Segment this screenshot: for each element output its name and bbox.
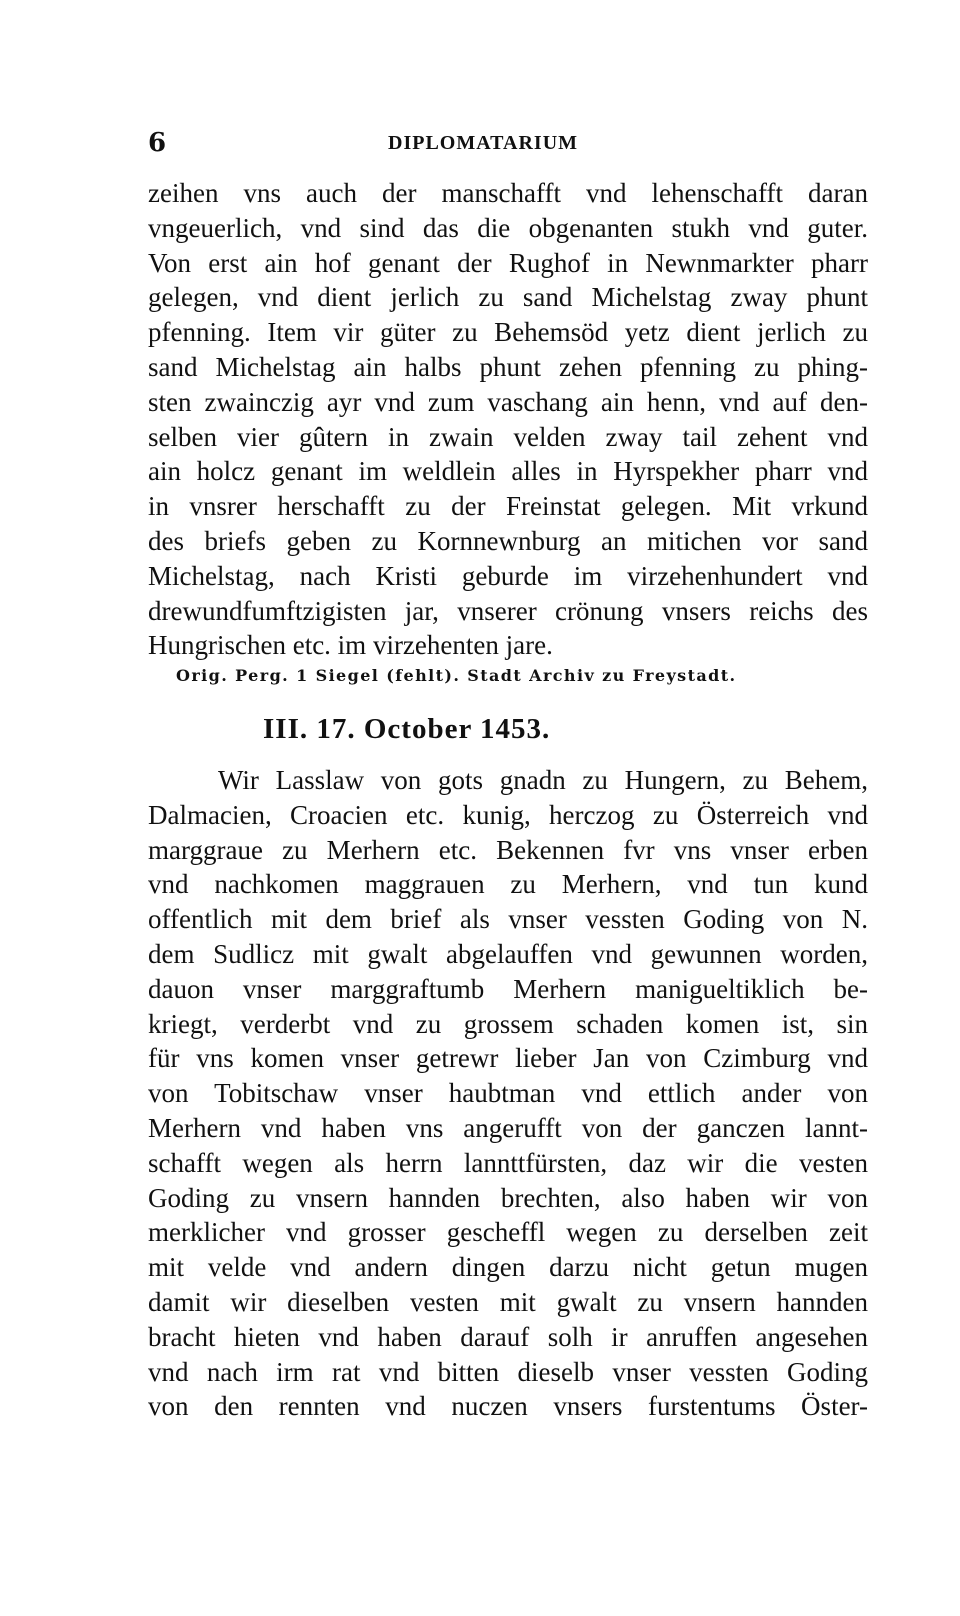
text-line: marggraue zu Merhern etc. Bekennen fvr vns vnser erben — [148, 834, 868, 865]
page-number: 6 — [148, 128, 167, 158]
text-line: drewundfumftzigisten jar, vnserer crönung vnsers reichs des — [148, 595, 868, 626]
text-line: damit wir dieselben vesten mit gwalt zu vnsern hannden — [148, 1286, 868, 1317]
text-line: sand Michelstag ain halbs phunt zehen pfenning zu phing- — [148, 351, 868, 382]
text-line: schafft wegen als herrn lannttfürsten, daz wir die vesten — [148, 1147, 868, 1178]
text-line: sten zwainczig ayr vnd zum vaschang ain henn, vnd auf den- — [148, 386, 868, 417]
text-line: Dalmacien, Croacien etc. kunig, herczog zu Österreich vnd — [148, 799, 868, 830]
text-line: vnd nachkomen maggrauen zu Merhern, vnd tun kund — [148, 869, 868, 900]
text-line: Von erst ain hof genant der Rughof in Newnmarkter pharr — [148, 247, 868, 278]
text-line: vnd nach irm rat vnd bitten dieselb vnser vessten Goding — [148, 1356, 868, 1387]
text-line: kriegt, verderbt vnd zu grossem schaden komen ist, sin — [148, 1008, 868, 1039]
document-3-body — [148, 763, 868, 1424]
text-line: merklicher vnd grosser gescheffl wegen zu derselben zeit — [148, 1217, 868, 1248]
text-line: in vnsrer herschafft zu der Freinstat gelegen. Mit vrkund — [148, 491, 868, 522]
page-header — [148, 128, 868, 164]
text-line: selben vier gûtern in zwain velden zway tail zehent vnd — [148, 421, 868, 452]
text-line: des briefs geben zu Kornnewnburg an mitichen vor sand — [148, 525, 868, 556]
running-title: DIPLOMATARIUM — [388, 132, 579, 154]
text-line: vngeuerlich, vnd sind das die obgenanten stukh vnd guter. — [148, 212, 868, 243]
text-line: Goding zu vnsern hannden brechten, also haben wir von — [148, 1182, 868, 1213]
text-line: von Tobitschaw vnser haubtman vnd ettlich ander von — [148, 1078, 868, 1109]
text-line: gelegen, vnd dient jerlich zu sand Michelstag zway phunt — [148, 282, 868, 313]
document-heading: III. 17. October 1453. — [263, 713, 551, 745]
text-line: von den rennten vnd nuczen vnsers furstentums Öster- — [148, 1391, 868, 1422]
text-line: zeihen vns auch der manschafft vnd lehenschafft daran — [148, 178, 868, 208]
text-line: Merhern vnd haben vns angerufft von der ganczen lannt- — [148, 1112, 868, 1143]
text-line: für vns komen vnser getrewr lieber Jan von Czimburg vnd — [148, 1043, 868, 1074]
text-line: ain holcz genant im weldlein alles in Hyrspekher pharr vnd — [148, 456, 868, 487]
text-line: mit velde vnd andern dingen darzu nicht getun mugen — [148, 1252, 868, 1283]
text-line: Michelstag, nach Kristi geburde im virzehenhundert vnd — [148, 560, 868, 591]
document-2-continuation — [148, 176, 868, 663]
text-line: Hungrischen etc. im virzehenten jare. — [148, 630, 553, 661]
source-note: Orig. Perg. 1 Siegel (fehlt). Stadt Archiv zu Freystadt. — [176, 666, 737, 685]
text-line: pfenning. Item vir güter zu Behemsöd yetz dient jerlich zu — [148, 317, 868, 348]
text-line: offentlich mit dem brief als vnser vessten Goding von N. — [148, 904, 868, 935]
text-line: bracht hieten vnd haben darauf solh ir anruffen angesehen — [148, 1321, 868, 1352]
text-line: Wir Lasslaw von gots gnadn zu Hungern, zu Behem, — [218, 765, 868, 795]
text-line: dauon vnser marggraftumb Merhern manigueltiklich be- — [148, 973, 868, 1004]
text-line: dem Sudlicz mit gwalt abgelauffen vnd gewunnen worden, — [148, 938, 868, 969]
